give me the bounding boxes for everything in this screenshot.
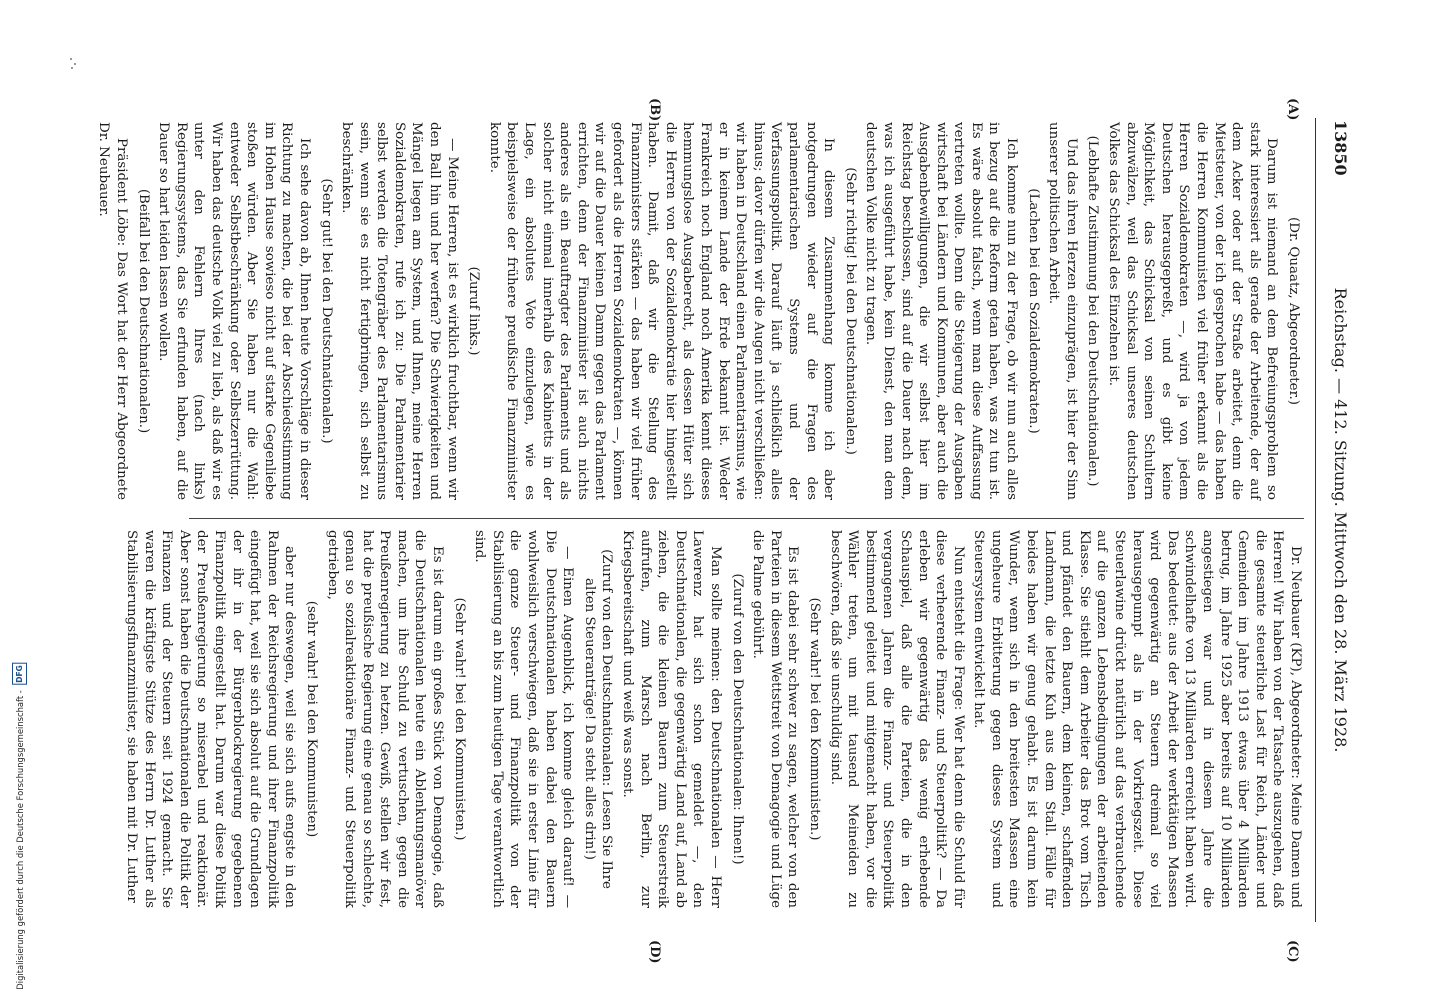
header-rule (1315, 118, 1316, 922)
interjection: (sehr wahr! bei den Kommunisten) (303, 600, 319, 838)
paragraph: aber nur deswegen, weil sie sich aufs engste in den Rahmen der Reichsregierung und ihrer Finanzpolitik eingefügt hat, weil sie sich absolut auf die Grundlagen der ihr in der Bürgerblockregierung gegebenen Finanzpolitik eingestellt hat. Darum war diese Politik der Preußenregierung so miserabel und reaktionär. Aber sonst haben die Deutschnationalen die Politik der Finanzen und der Steuern seit 1924 gemacht. Sie waren die kräftigste Stütze des Herrn Dr. Luther als Stabilisierungsfinanzminister, sie haben mit Dr. Luther (124, 530, 298, 908)
page-title: Reichstag. — 412. Sitzung. Mittwoch den 28. März 1928. (1331, 287, 1350, 753)
paragraph: Es ist dabei sehr schwer zu sagen, welcher von den Parteien in diesem Wettstreit von Demagogie und Lüge die Palme gebührt. (750, 530, 801, 908)
dfg-logo: DFG (12, 663, 27, 685)
paragraph: Ich komme nun zu der Frage, ob wir nun auch alles in bezug auf die Reform getan haben, was zu tun ist. Es wäre absolut falsch, wenn man diese Auffassung vertreten wollte. Denn die Steigerung der Ausgaben wirtschaft bei Ländern und Kommunen, aber auch die Ausgabenbewilligungen, die wir selbst hier im Reichstag beschlossen, sind auf die Dauer nach dem, was ich ausgeführt habe, kein Dienst, den man dem deutschen Volke nicht zu tragen. (863, 122, 1020, 500)
interjection: (Sehr gut! bei den Deutschnationalen.) (318, 178, 334, 444)
footer-text: Digitalisierung gefördert durch die Deutsche Forschungsgemeinschaft - (15, 690, 25, 990)
margin-mark-d: (D) (647, 940, 662, 964)
column-divider (189, 518, 1304, 519)
scanned-page (96, 0, 1422, 1000)
margin-mark-b: (B) (647, 98, 662, 122)
margin-mark-c: (C) (1285, 940, 1300, 963)
paragraph: Es ist darum ein großes Stück von Demagogie, daß die Deutschnationalen heute ein Ablenkungsmanöver machen, um ihre Schuld zu vertuschen, gegen die Preußenregierung zu hetzen. Gewiß, stellen wir fest, hat die preußische Regierung eine genau so schlechte, genau so sozialreaktionäre Finanz- und Steuerpolitik getrieben, (324, 530, 446, 908)
interjection: (Sehr wahr! bei den Kommunisten.) (451, 597, 467, 841)
interjection: (Zuruf links.) (466, 266, 482, 356)
margin-mark-a: (A) (1285, 98, 1300, 121)
paragraph: Man sollte meinen: den Deutschnationalen — Herr Lawerenz hat sich schon gemeldet —, den Deutschnationalen, die gegenwärtig Land auf, Land ab ziehen, die die kleinen Bauern zum Steuerstreik aufrufen, zum Marsch nach Berlin, zur Kriegsbereitschaft und weiß was sonst. (620, 530, 723, 908)
left-text-column (96, 122, 1304, 500)
paragraph: Präsident Löbe: Das Wort hat der Herr Abgeordnete Dr. Neubauer. (96, 122, 129, 500)
page-header (1320, 120, 1350, 920)
interjection: (Lebhafte Zustimmung bei den Deutschnationalen.) (1085, 135, 1101, 487)
scan-specks (70, 58, 78, 70)
interjection: (Beifall bei den Deutschnationalen.) (135, 188, 151, 434)
paragraph: Dr. Neubauer (KP), Abgeordneter: Meine Damen und Herren! Wir haben von der Tatsache auszugehen, daß die gesamte steuerliche Last für Reich, Länder und Gemeinden im Jahre 1913 etwas über 4 Milliarden betrug, im Jahre 1925 aber bereits auf 10 Milliarden angestiegen war und in diesem Jahre die schwindelhafte von 13 Milliarden erreicht haben wird. Das bedeutet: aus der Arbeit der werktätigen Massen wird gegenwärtig an Steuern dreimal so viel herausgepumpt als in der Vorkriegszeit. Diese Steuerlawine drückt natürlich auf das verbrauchende auf die ganzen Lebensbedingungen der arbeitenden Klasse. Sie stiehlt dem Arbeiter das Brot vom Tisch und pfändet den Bauern, dem kleinen, schaffenden Landmann, die letzte Kuh aus dem Stall. Fälle für beides haben wir genug gehabt. Es ist darum kein Wunder, wenn sich in den breitesten Massen eine ungeheure Erbitterung gegen dieses System und Steuersystem entwickelt hat. (971, 530, 1303, 908)
interjection: (Zuruf von den Deutschnationalen: Lesen Sie Ihre alten Steueranträge! Da steht alles drin!) (581, 549, 615, 889)
paragraph: Ich sehe davon ab, Ihnen heute Vorschläge in dieser Richtung zu machen, die bei der Abschiedsstimmung im Hohen Hause sowieso nicht auf starke Gegenliebe stoßen würden. Aber Sie haben nur die Wahl: entweder Selbstbeschränkung oder Selbstzerrüttung. Wir haben das deutsche Volk viel zu lieb, als daß wir es unter den Fehlern Ihres (nach links) Regierungssystems, das Sie erfunden haben, auf die Dauer so hart leiden lassen wollen. (156, 122, 312, 500)
paragraph: In diesem Zusammenhang komme ich aber notgedrungen wieder auf die Fragen des parlamentarischen Systems und der Verfassungspolitik. Darauf läuft ja schließlich alles hinaus; davor dürfen wir die Augen nicht verschließen: wir haben in Deutschland einen Parlamentarismus, wie er in keinem Lande der Erde bekannt ist. Weder Frankreich noch England noch Amerika kennt dieses hemmungslose Ausgaberecht, als dessen Hüter sich die Herren von der Sozialdemokratie hier hingestellt haben. Damit, daß wir die Stellung des Finanzministers stärken — das haben wir viel früher gefordert als die Herren Sozialdemokraten —, können wir auf die Dauer keinen Damm gegen das Parlament errichten, denn der Finanzminister ist auch nichts anderes als ein Beauftragter des Parlaments und als solcher nicht einmal innerhalb des Kabinetts in der Lage, ein absolutes Veto einzulegen, wie es beispielsweise der frühere preußische Finanzminister konnte. (486, 122, 837, 500)
right-text-column (124, 530, 1304, 908)
digitization-footer (12, 663, 30, 990)
interjection: (Sehr wahr! bei den Kommunisten.) (806, 597, 822, 841)
interjection: (Lachen bei den Sozialdemokraten.) (1025, 188, 1041, 434)
interjection: (Zuruf von den Deutschnationalen: Ihnen!) (729, 573, 745, 865)
interjection: (Sehr richtig! bei den Deutschnationalen.) (842, 167, 858, 455)
paragraph: — Meine Herren, ist es wirklich fruchtbar, wenn wir den Ball hin und her werfen? Die Schwierigkeiten und Mängel liegen am System, und Ihnen, meine Herren Sozialdemokraten, rufe ich zu: Die Parlamentarier selbst werden die Totengräber des Parlamentarismus sein, wenn sie es nicht fertigbringen, sich selbst zu beschränken. (339, 122, 460, 500)
paragraph: — Einen Augenblick, ich komme gleich darauf! — Die Deutschnationalen haben dabei den Bauern wohlweislich verschwiegen, daß sie in erster Linie für die ganze Steuer- und Finanzpolitik von der Stabilisierung an bis zum heutigen Tage verantwortlich sind. (472, 530, 576, 908)
paragraph: Und das ihren Herzen einzuprägen, ist hier der Sinn unserer politischen Arbeit. (1046, 122, 1079, 500)
paragraph: Nun entsteht die Frage: Wer hat denn die Schuld für diese verheerende Finanz- und Steuerpolitik? — Da erleben wir gegenwärtig das wenig erhebende Schauspiel, daß alle die Parteien, die in den vergangenen Jahren die Finanz- und Steuerpolitik bestimmend geleitet und mitgemacht haben, vor die Wähler treten, um mit tausend Meineiden zu beschwören, daß sie unschuldig sind. (827, 530, 966, 908)
paragraph: Darum ist niemand an dem Befreiungsproblem so stark interessiert als gerade der Arbeitende, der auf dem Acker oder auf der Straße arbeitet, denn die Mietsteuer, von der ich gesprochen habe — das haben die Herren Kommunisten viel früher erkannt als die Herren Sozialdemokraten —, wird ja von jedem Deutschen herausgepreßt, und es gibt keine Möglichkeit, das Schicksal von seinen Schultern abzuwälzen, weil das Schicksal unseres deutschen Volkes das Schicksal des Einzelnen ist. (1106, 122, 1280, 500)
page-number: 13850 (1331, 120, 1350, 176)
interjection: (Dr. Quaatz, Abgeordneter.) (1286, 217, 1301, 405)
